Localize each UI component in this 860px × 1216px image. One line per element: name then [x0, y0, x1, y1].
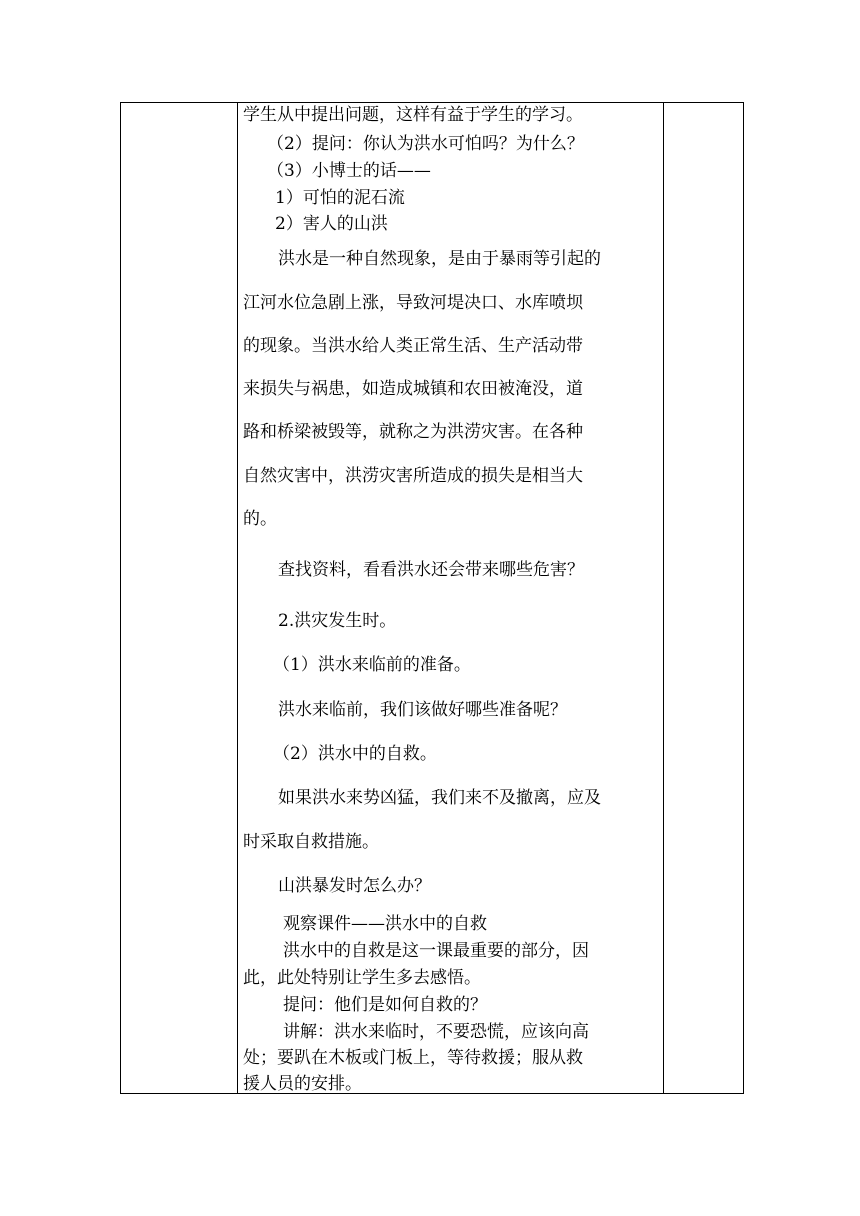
text-line: 时采取自救措施。 — [243, 832, 379, 852]
text-line: 山洪暴发时怎么办？ — [278, 876, 431, 896]
lesson-content — [238, 103, 663, 1093]
text-line: 查找资料，看看洪水还会带来哪些危害？ — [278, 560, 584, 580]
content-column-cell — [238, 103, 664, 1094]
text-line: 2）害人的山洪 — [275, 214, 388, 234]
text-line: 此，此处特别让学生多去感悟。 — [243, 968, 481, 988]
text-line: 2.洪灾发生时。 — [278, 611, 397, 631]
text-line: 学生从中提出问题，这样有益于学生的学习。 — [243, 105, 583, 125]
text-line: 路和桥梁被毁等，就称之为洪涝灾害。在各种 — [243, 422, 583, 442]
text-line: 如果洪水来势凶猛，我们来不及撤离，应及 — [278, 788, 601, 808]
text-line: （1）洪水来临前的准备。 — [273, 655, 471, 675]
text-line: 援人员的安排。 — [243, 1074, 362, 1094]
right-column-cell — [664, 103, 744, 1094]
text-line: 来损失与祸患，如造成城镇和农田被淹没，道 — [243, 379, 583, 399]
text-line: 洪水是一种自然现象，是由于暴雨等引起的 — [278, 249, 601, 269]
text-line: 观察课件——洪水中的自救 — [283, 914, 487, 934]
text-line: 的。 — [243, 509, 277, 529]
text-line: 提问：他们是如何自救的？ — [283, 995, 487, 1015]
text-line: 洪水来临前，我们该做好哪些准备呢？ — [278, 700, 567, 720]
text-line: 洪水中的自救是这一课最重要的部分，因 — [283, 941, 589, 961]
text-line: 江河水位急剧上涨，导致河堤决口、水库喷坝 — [243, 293, 583, 313]
text-line: （2）洪水中的自救。 — [273, 744, 437, 764]
text-line: 的现象。当洪水给人类正常生活、生产活动带 — [243, 336, 583, 356]
left-column-cell — [121, 103, 238, 1094]
lesson-table — [120, 102, 744, 1094]
table-row — [121, 103, 744, 1094]
text-line: （2）提问：你认为洪水可怕吗？为什么？ — [267, 134, 584, 154]
text-line: 讲解：洪水来临时，不要恐慌，应该向高 — [283, 1022, 589, 1042]
text-line: 1）可怕的泥石流 — [275, 188, 405, 208]
text-line: （3）小博士的话—— — [267, 161, 431, 181]
text-line: 自然灾害中，洪涝灾害所造成的损失是相当大 — [243, 466, 583, 486]
text-line: 处；要趴在木板或门板上，等待救援；服从救 — [243, 1048, 583, 1068]
